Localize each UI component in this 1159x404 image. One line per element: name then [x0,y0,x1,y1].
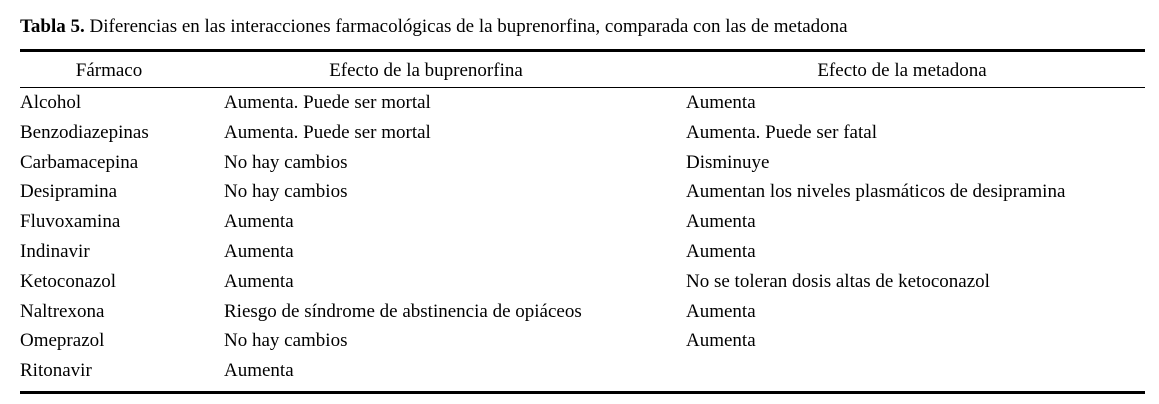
metadona-effect-cell: Disminuye [686,151,770,173]
drug-cell: Fluvoxamina [20,211,121,233]
table-row [20,91,1145,121]
column-header-buprenorfina: Efecto de la buprenorfina [329,60,523,81]
table-row [20,151,1145,181]
table-row [20,300,1145,330]
metadona-effect-cell: Aumenta [686,300,756,322]
metadona-effect-cell: Aumenta [686,92,756,113]
buprenorfina-effect-cell: No hay cambios [224,181,348,203]
table-row [20,121,1145,151]
table-row [20,359,1145,389]
buprenorfina-effect-cell: Aumenta [224,270,294,292]
table-row [20,329,1145,359]
drug-cell: Indinavir [20,240,90,262]
buprenorfina-effect-cell: No hay cambios [224,330,348,352]
table-header-rule [20,87,1145,88]
column-header-metadona: Efecto de la metadona [817,60,987,81]
buprenorfina-effect-cell: No hay cambios [224,151,348,173]
metadona-effect-cell: Aumenta [686,211,756,233]
table-caption-label: Tabla 5. [20,16,85,37]
drug-cell: Benzodiazepinas [20,121,149,143]
table-caption [20,15,848,39]
drug-cell: Ritonavir [20,360,92,382]
table-row [20,240,1145,270]
drug-cell: Ketoconazol [20,270,117,292]
table-body [20,91,1145,389]
buprenorfina-effect-cell: Aumenta. Puede ser mortal [224,121,431,143]
table-bottom-rule [20,391,1145,394]
table-row [20,210,1145,240]
column-header-farmaco: Fármaco [75,60,143,81]
drug-cell: Alcohol [20,92,82,113]
metadona-effect-cell: Aumenta. Puede ser fatal [686,121,877,143]
table-top-rule [20,49,1145,52]
drug-cell: Naltrexona [20,300,105,322]
table-row [20,270,1145,300]
buprenorfina-effect-cell: Aumenta. Puede ser mortal [224,92,431,113]
drug-cell: Omeprazol [20,330,105,352]
buprenorfina-effect-cell: Riesgo de síndrome de abstinencia de opiáceos [224,300,582,322]
metadona-effect-cell: No se toleran dosis altas de ketoconazol [686,270,990,292]
table-row [20,180,1145,210]
drug-cell: Carbamacepina [20,151,139,173]
metadona-effect-cell: Aumentan los niveles plasmáticos de desipramina [686,181,1066,203]
buprenorfina-effect-cell: Aumenta [224,240,294,262]
buprenorfina-effect-cell: Aumenta [224,211,294,233]
buprenorfina-effect-cell: Aumenta [224,360,294,382]
drug-cell: Desipramina [20,181,118,203]
table-caption-text: Diferencias en las interacciones farmacológicas de la buprenorfina, comparada con las de metadona [89,16,848,37]
metadona-effect-cell: Aumenta [686,240,756,262]
metadona-effect-cell: Aumenta [686,330,756,352]
